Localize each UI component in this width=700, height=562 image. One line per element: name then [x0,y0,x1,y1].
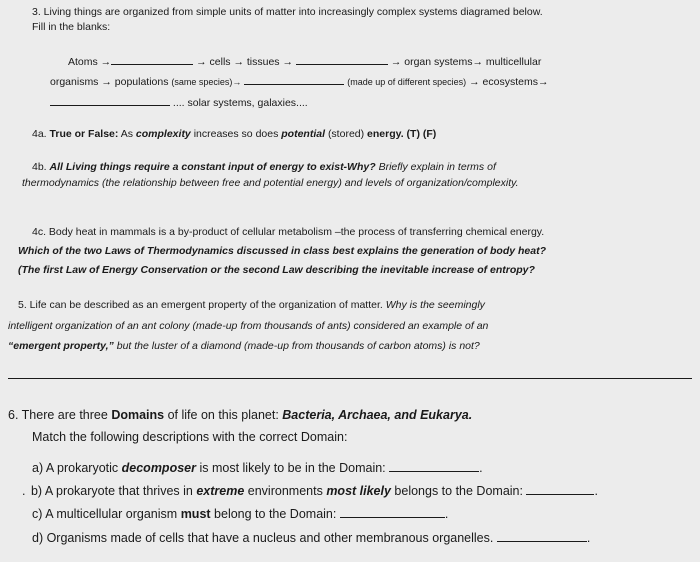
q6-domain-names: Bacteria, Archaea, and Eukarya. [282,408,473,422]
q6-b-text2: environments [247,484,323,498]
q5-line2: intelligent organization of an ant colony (made-up from thousands of ants) considered an example of an [8,320,489,332]
q3-blank-4[interactable] [50,95,170,106]
q6-item-d [32,531,590,545]
q6-d-text: d) Organisms made of cells that have a nucleus and other membranous organelles. [32,531,494,545]
q6-d-period: . [586,531,591,545]
q6-d-answer-blank[interactable] [497,531,587,542]
q4c-line1: 4c. Body heat in mammals is a by-product of cellular metabolism –the process of transferring chemical energy. [32,226,545,238]
q6-b-text3: belongs to the Domain: [394,484,523,498]
q4a-stored: (stored) [327,128,365,140]
q6-item-c [32,507,448,521]
q3-row2 [50,74,548,88]
q5-emergent-property: “emergent property,” [8,340,114,352]
q6-domains: Domains [111,408,165,422]
q4b-line1 [32,161,496,173]
q6-c-period: . [444,507,449,521]
q4a-complexity: complexity [135,128,191,140]
q6-intro-a: 6. There are three [8,408,108,422]
q6-c-text1: c) A multicellular organism [32,507,178,521]
q3-row3 [50,95,308,109]
q6-b-period: . [594,484,598,498]
q4c-line2: Which of the two Laws of Thermodynamics discussed in class best explains the generation of body heat? [18,245,547,257]
q6-a-answer-blank[interactable] [389,461,479,472]
q3-row1 [68,54,541,68]
q6-a-text2: is most likely to be in the Domain: [199,461,386,475]
section-divider [8,378,692,379]
q3-different-species: (made up of different species) [347,77,467,87]
q6-item-a [32,461,483,475]
q6-b-extreme: extreme [196,484,245,498]
q3-solar-systems: .... solar systems, galaxies.... [172,97,308,109]
q3-intro-line2: Fill in the blanks: [32,21,111,33]
q6-b-most-likely: most likely [326,484,391,498]
q3-organisms-populations: organisms → populations [50,76,169,88]
q6-item-b [22,484,598,498]
q6-b-text1: b) A prokaryote that thrives in [30,484,193,498]
q4a-true-false: True or False: [49,128,119,140]
q6-c-text2: belong to the Domain: [214,507,337,521]
q3-organ-systems: → organ systems→ multicellular [390,56,542,68]
q4b-rest: Briefly explain in terms of [378,161,496,173]
q6-b-bullet: . [22,484,26,498]
q3-blank-3[interactable] [244,74,344,85]
q3-same-species: (same species)→ [171,77,242,87]
q6-a-decomposer: decomposer [121,461,196,475]
q6-intro-b: of life on this planet: [167,408,279,422]
q6-line2: Match the following descriptions with the correct Domain: [32,430,348,444]
q4b-label: 4b. [32,161,47,173]
q6-c-answer-blank[interactable] [340,507,445,518]
q4a-energy: energy. (T) (F) [367,128,437,140]
q4a-as: As [120,128,133,140]
q5-line1b: Why is the seemingly [385,299,485,311]
q5-line1a: 5. Life can be described as an emergent property of the organization of matter. [18,299,383,311]
q4c-line3: (The first Law of Energy Conservation or the second Law describing the inevitable increase of entropy? [18,264,535,276]
q5-line3 [8,340,480,352]
q6-line1 [8,408,472,422]
q3-ecosystems: → ecosystems→ [469,76,549,88]
q4b-bold-question: All Living things require a constant input of energy to exist-Why? [49,161,376,173]
q6-a-text1: a) A prokaryotic [32,461,119,475]
q3-atoms: Atoms → [68,56,112,68]
q4a-potential: potential [281,128,326,140]
q3-blank-2[interactable] [296,54,388,65]
q6-c-must: must [180,507,211,521]
q4a-increases: increases so does [193,128,279,140]
q6-a-period: . [479,461,483,475]
q4a-line [32,128,436,140]
q4b-line2: thermodynamics (the relationship between free and potential energy) and levels of organization/complexity. [22,177,519,189]
q5-line3b: but the luster of a diamond (made-up from thousands of carbon atoms) is not? [116,340,480,352]
q6-b-answer-blank[interactable] [526,484,594,495]
q5-line1 [18,299,485,311]
q3-cells-tissues: → cells → tissues → [196,56,293,68]
q4a-label: 4a. [32,128,47,140]
q3-blank-1[interactable] [111,54,193,65]
q3-intro-line1: 3. Living things are organized from simple units of matter into increasingly complex systems diagramed below. [32,6,543,18]
